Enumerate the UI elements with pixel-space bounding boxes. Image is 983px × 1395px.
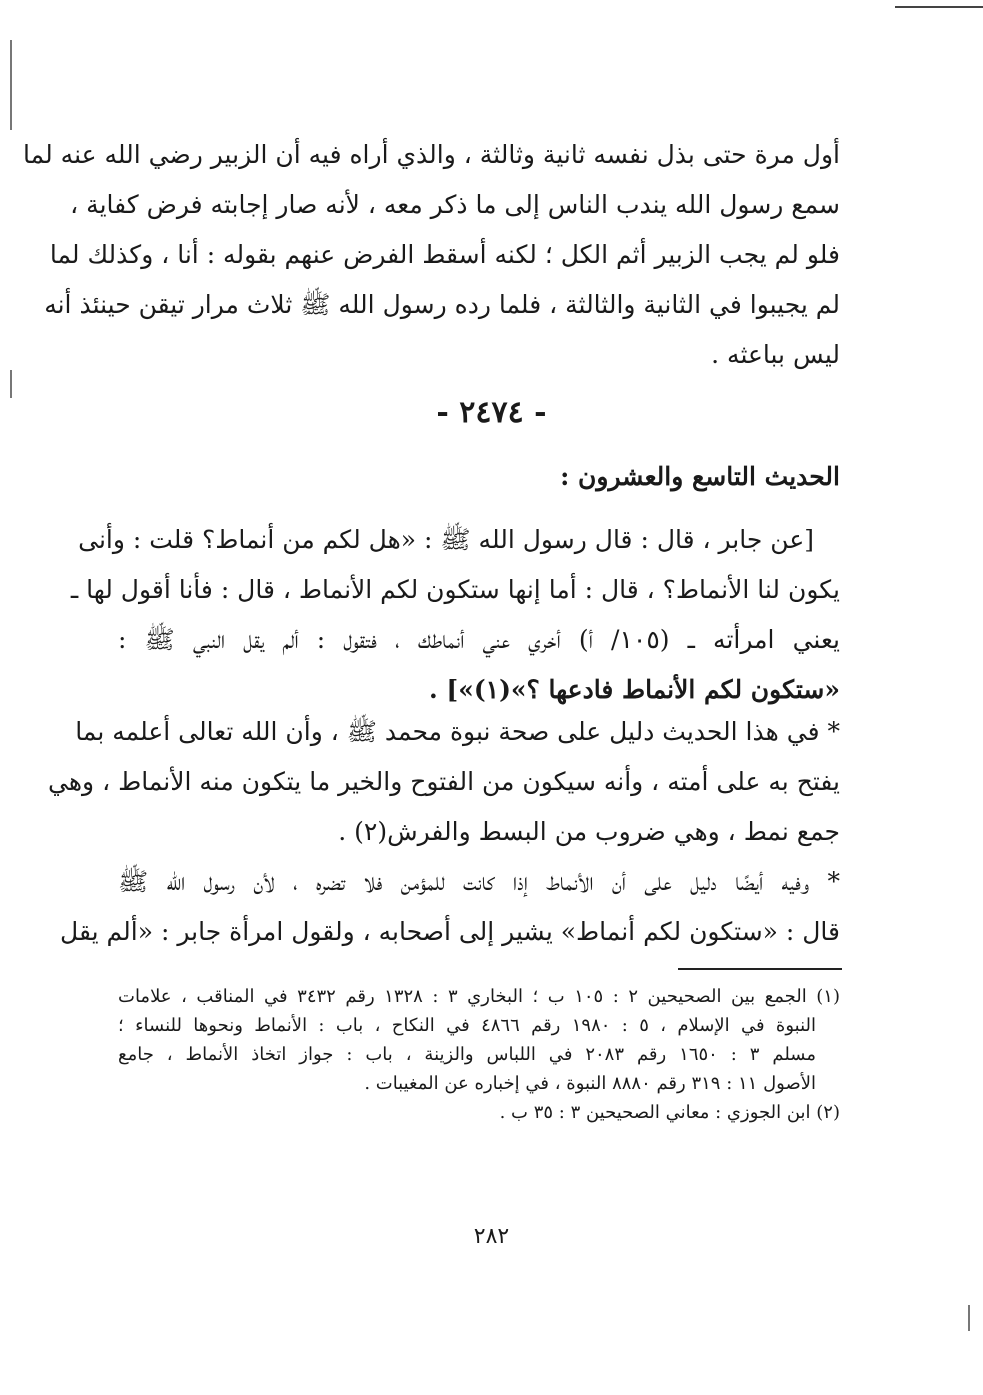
intro-line: أول مرة حتى بذل نفسه ثانية وثالثة ، والذي أراه فيه أن الزبير رضي الله عنه لما [23, 140, 840, 169]
scan-edge-line-left-2 [10, 370, 12, 398]
intro-line: لم يجيبوا في الثانية والثالثة ، فلما رده رسول الله ﷺ ثلاث مرار تيقن حينئذ أنه [44, 290, 840, 319]
scan-edge-line-top [895, 6, 983, 8]
footnotes [118, 982, 840, 1127]
footnote-line: (٢) ابن الجوزي : معاني الصحيحين ٣ : ٣٥ ب . [499, 1102, 840, 1123]
scan-edge-line-right [968, 1305, 970, 1331]
intro-line: ليس بباعثه . [711, 340, 840, 369]
intro-line: سمع رسول الله يندب الناس إلى ما ذكر معه ، لأنه صار إجابته فرض كفاية ، [70, 190, 840, 219]
commentary-line: يفتح به على أمته ، وأنه سيكون من الفتوح والخير ما يتكون منه الأنماط ، وهي [48, 767, 840, 796]
footnote-separator [678, 968, 842, 970]
footnote-line: مسلم ٣ : ١٦٥٠ رقم ٢٠٨٣ في اللباس والزينة ، باب : جواز اتخاذ الأنماط ، جامع [118, 1044, 816, 1065]
hadith-line: «ستكون لكم الأنماط فادعها ؟»(١)»] . [428, 675, 840, 704]
commentary-line: جمع نمط ، وهي ضروب من البسط والفرش(٢) . [338, 817, 840, 846]
commentary-line: * في هذا الحديث دليل على صحة نبوة محمد ﷺ ، وأن الله تعالى أعلمه بما [75, 717, 840, 746]
footnote-line: (١) الجمع بين الصحيحين ٢ : ١٠٥ ب ؛ البخاري ٣ : ١٣٢٨ رقم ٣٤٣٢ في المناقب ، علامات [118, 986, 840, 1007]
hadith-line: [عن جابر ، قال : قال رسول الله ﷺ : «هل لكم من أنماط؟ قلت : وأنى [78, 525, 814, 554]
scan-edge-line-left [10, 40, 12, 130]
hadith-line: يكون لنا الأنماط؟ ، قال : أما إنها ستكون لكم الأنماط ، قال : فأنا أقول لها ـ [70, 575, 840, 604]
footnote-line: الأصول ١١ : ٣١٩ رقم ٨٨٨٠ النبوة ، في إخباره عن المغيبات . [364, 1073, 816, 1094]
hadith-text [70, 515, 840, 715]
hadith-number: - ٢٤٧٤ - [436, 395, 547, 430]
hadith-line: يعني امرأته ـ (١٠٥/ أ) أخري عني أنماطك ، فتقول : ألم يقل النبي ﷺ : [118, 625, 840, 654]
intro-paragraph [23, 130, 840, 380]
commentary-line: * وفيه أيضًا دليل على أن الأنماط إذا كانت للمؤمن فلا تضره ، لأن رسول الله ﷺ [118, 867, 840, 896]
intro-line: فلو لم يجب الزبير أثم الكل ؛ لكنه أسقط الفرض عنهم بقوله : أنا ، وكذلك لما [49, 240, 840, 269]
commentary [48, 707, 840, 957]
section-heading: الحديث التاسع والعشرون : [560, 462, 840, 491]
page-number: ٢٨٢ [473, 1224, 510, 1249]
footnote-line: النبوة في الإسلام ، ٥ : ١٩٨٠ رقم ٤٨٦٦ في النكاح ، باب : الأنماط ونحوها للنساء ؛ [118, 1015, 816, 1036]
commentary-line: قال : «ستكون لكم أنماط» يشير إلى أصحابه ، ولقول امرأة جابر : «ألم يقل [60, 917, 840, 946]
